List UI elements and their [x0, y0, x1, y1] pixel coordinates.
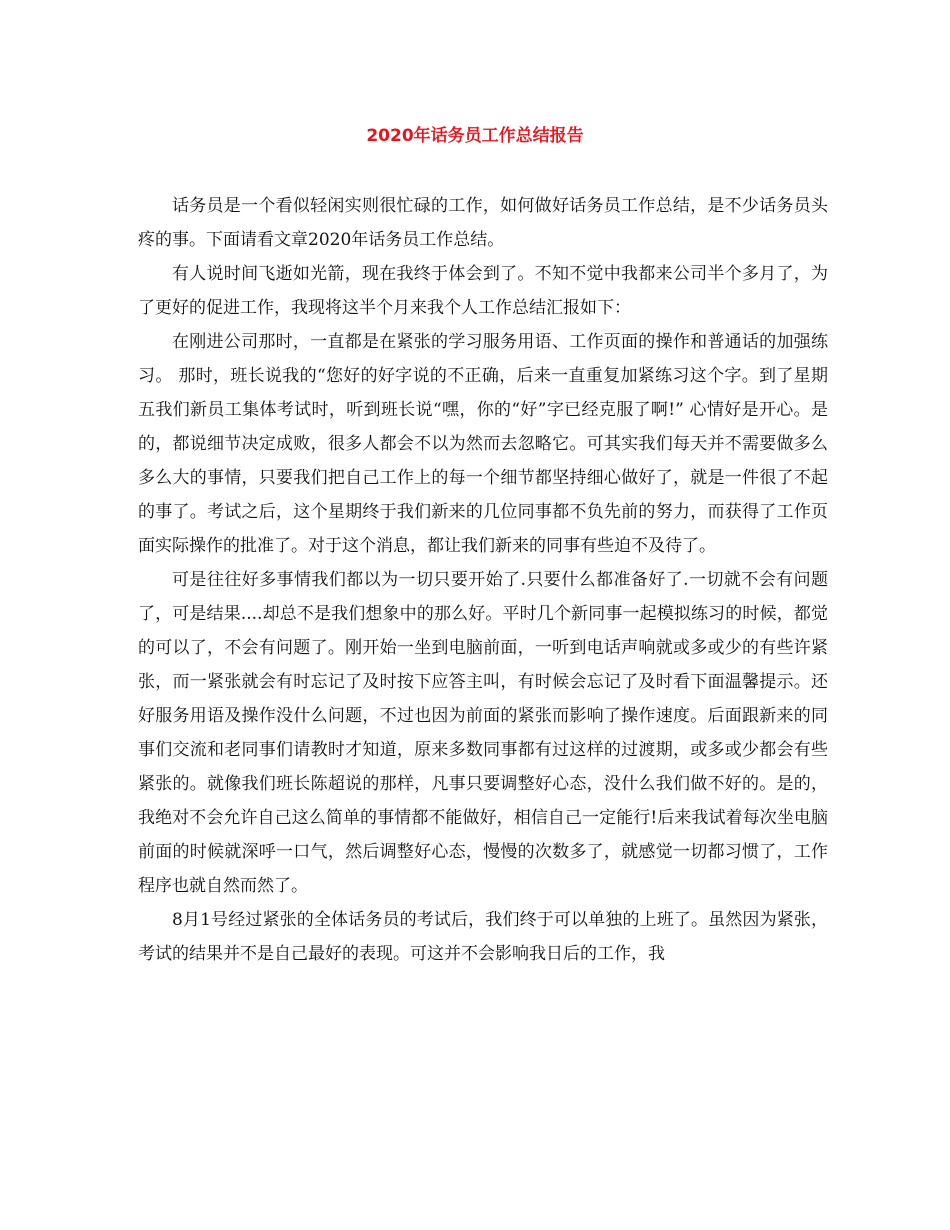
paragraph-exam: 8月1号经过紧张的全体话务员的考试后，我们终于可以单独的上班了。虽然因为紧张，考试的结果并不是自己最好的表现。可这并不会影响我日后的工作，我: [138, 910, 828, 964]
paragraph-intro: 话务员是一个看似轻闲实则很忙碌的工作，如何做好话务员工作总结，是不少话务员头疼的事。下面请看文章2020年话务员工作总结。: [138, 196, 828, 250]
paragraph-nervousness: 可是往往好多事情我们都以为一切只要开始了.只要什么都准备好了.一切就不会有问题了，可是结果....却总不是我们想象中的那么好。平时几个新同事一起模拟练习的时候，都觉的可以了，不会有问题了。刚开始一坐到电脑前面，一听到电话声响就或多或少的有些许紧张，而一紧张就会有时忘记了及时按下应答主叫，有时候会忘记了及时看下面温馨提示。还好服务用语及操作没什么问题，不过也因为前面的紧张而影响了操作速度。后面跟新来的同事们交流和老同事们请教时才知道，原来多数同事都有过这样的过渡期，或多或少都会有些紧张的。就像我们班长陈超说的那样，凡事只要调整好心态，没什么我们做不好的。是的，我绝对不会允许自己这么简单的事情都不能做好，相信自己一定能行!后来我试着每次坐电脑前面的时候就深呼一口气，然后调整好心态，慢慢的次数多了，就感觉一切都习惯了，工作程序也就自然而然了。: [138, 570, 828, 896]
document-body: [138, 189, 828, 971]
document-title: 2020年话务员工作总结报告: [366, 126, 584, 146]
paragraph-time-flies: 有人说时间飞逝如光箭，现在我终于体会到了。不知不觉中我都来公司半个多月了，为了更好的促进工作，我现将这半个月来我个人工作总结汇报如下：: [138, 264, 828, 318]
paragraph-training: 在刚进公司那时，一直都是在紧张的学习服务用语、工作页面的操作和普通话的加强练习。 那时，班长说我的“您好的好字说的不正确，后来一直重复加紧练习这个字。到了星期五我们新员工集体考试时，听到班长说“嘿，你的“好”字已经克服了啊!” 心情好是开心。是的，都说细节决定成败，很多人都会不以为然而去忽略它。可其实我们每天并不需要做多么多么大的事情，只要我们把自己工作上的每一个细节都坚持细心做好了，就是一件很了不起的事了。考试之后，这个星期终于我们新来的几位同事都不负先前的努力，而获得了工作页面实际操作的批准了。对于这个消息，都让我们新来的同事有些迫不及待了。: [138, 332, 828, 556]
